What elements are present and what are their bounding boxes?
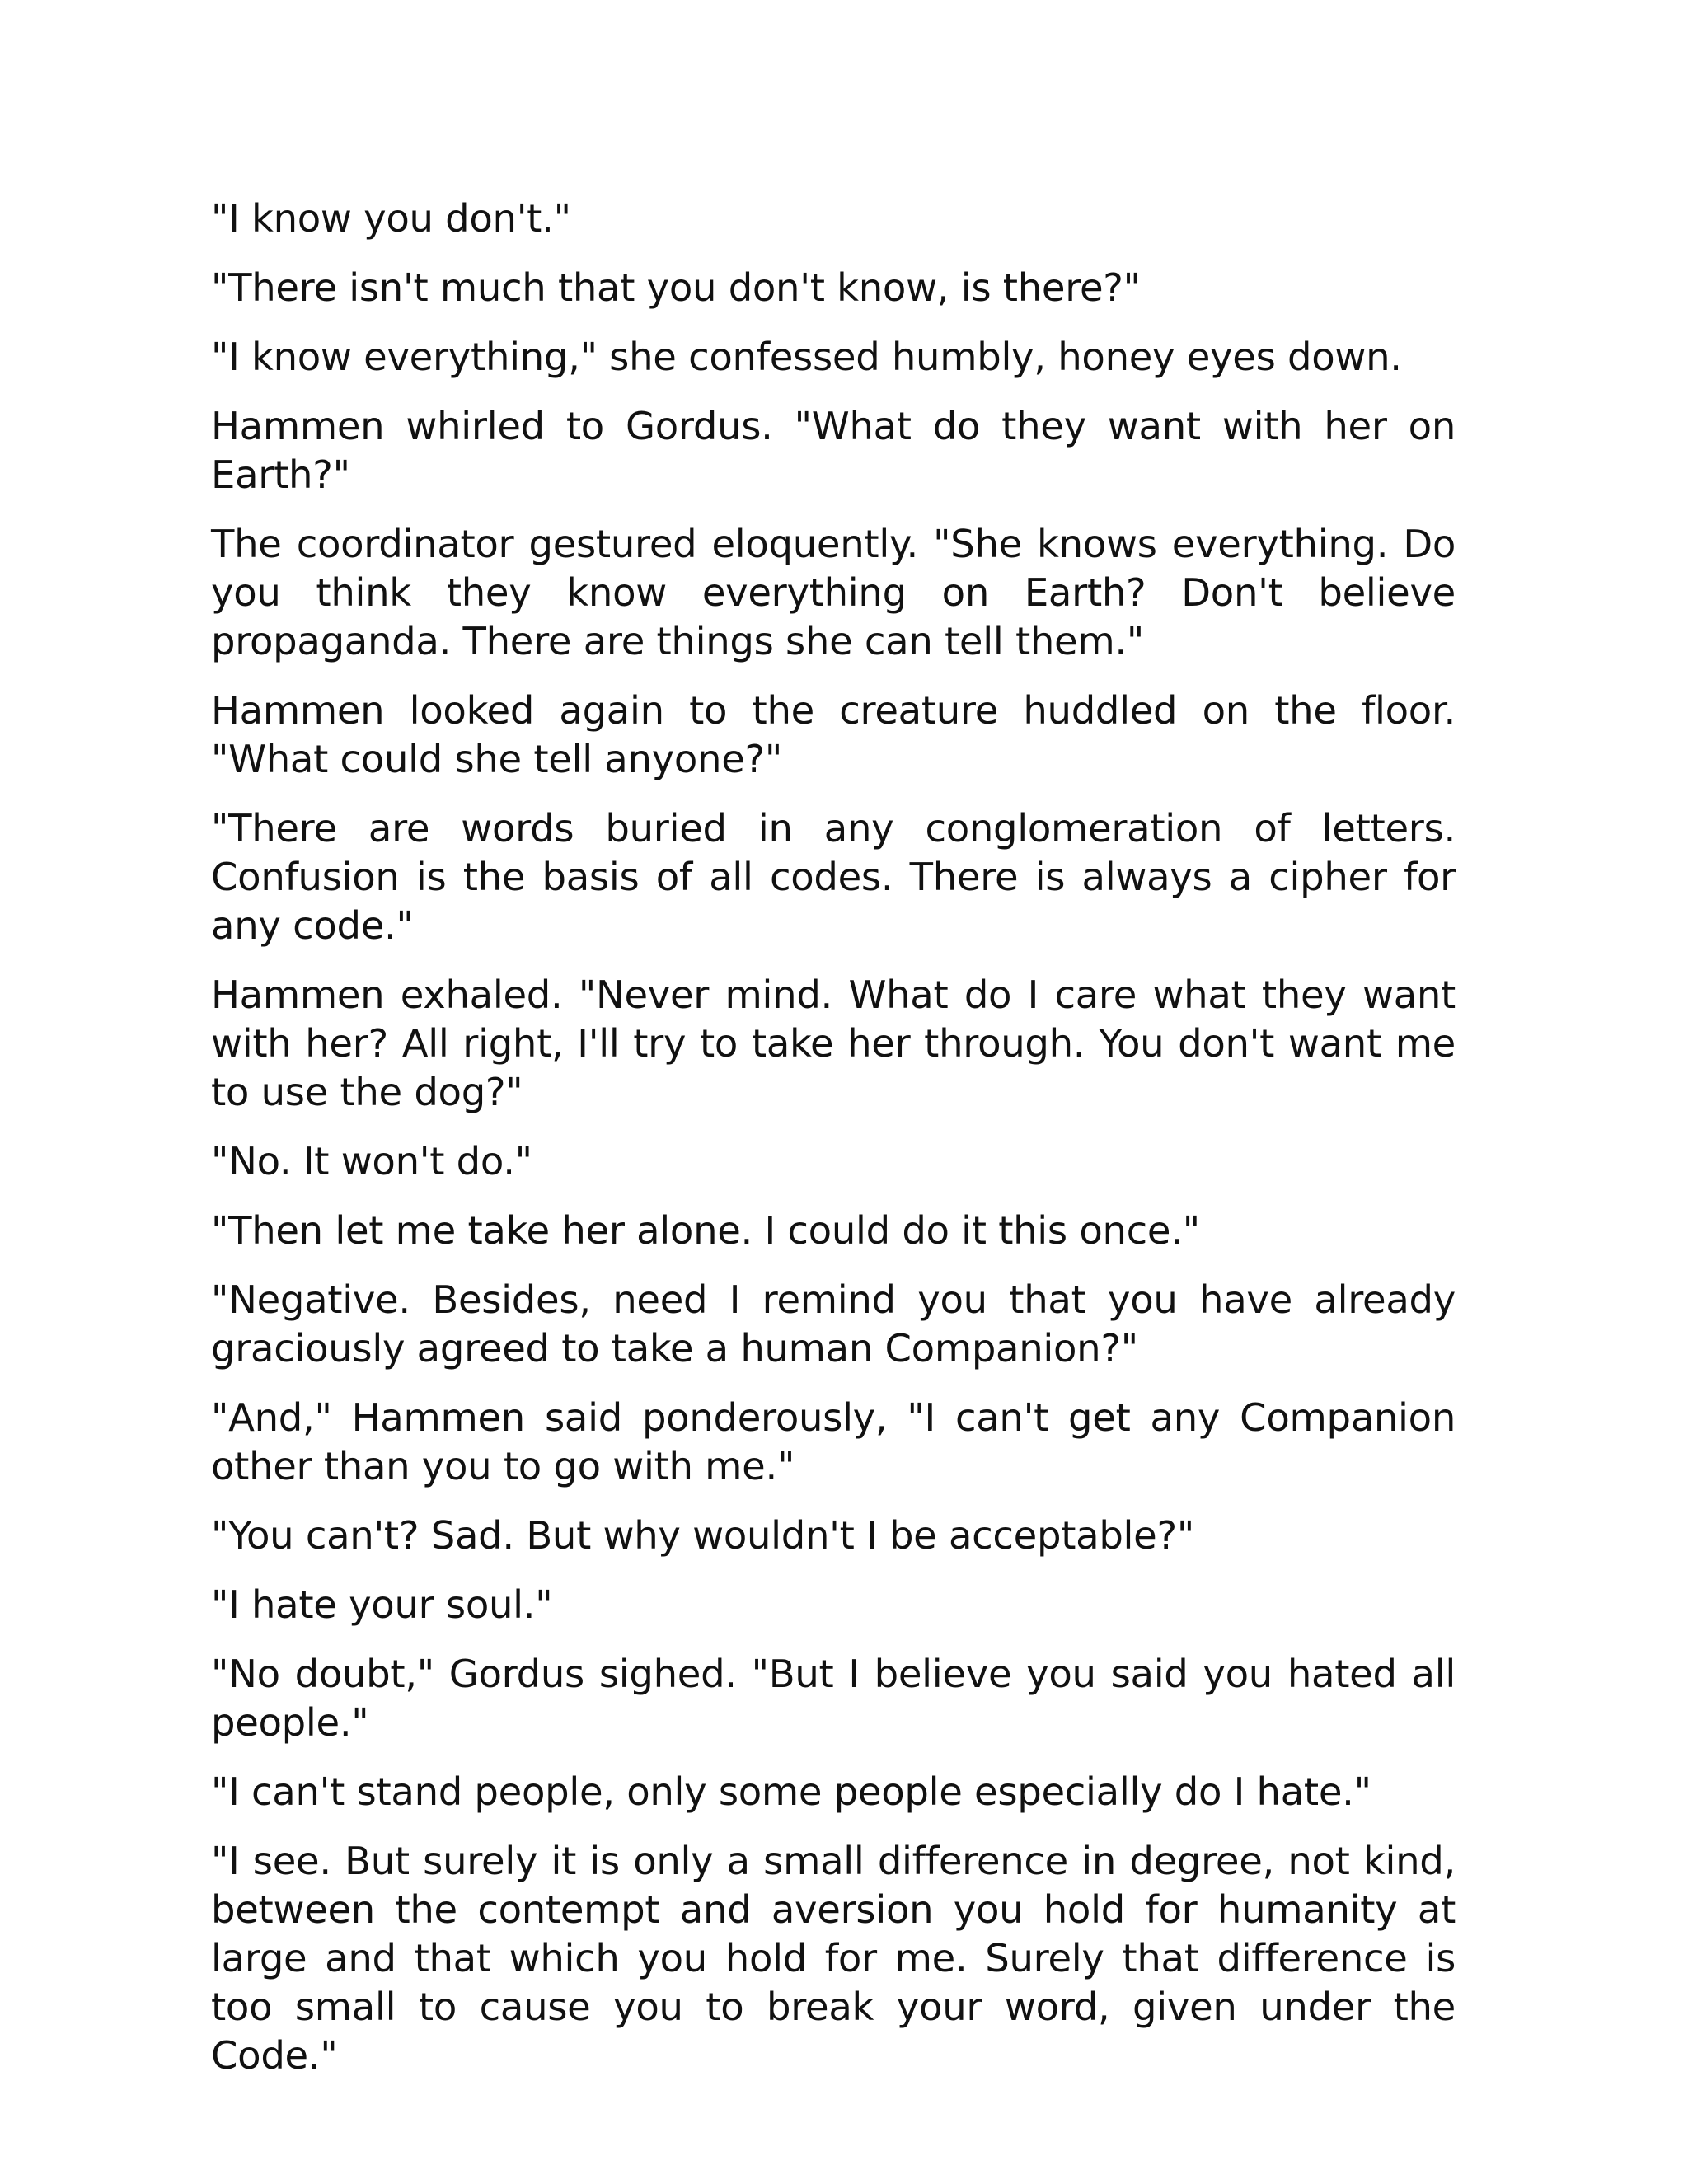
paragraph-16: "I can't stand people, only some people especially do I hate."	[211, 1769, 1372, 1814]
page-body	[211, 194, 1456, 2101]
paragraph-11: "Negative. Besides, need I remind you that you have already graciously agreed to take a human Companion?"	[211, 1277, 1456, 1371]
paragraph-17: "I see. But surely it is only a small difference in degree, not kind, between the contempt and aversion you hold for humanity at large and that which you hold for me. Surely that difference is too small to cause you to break your word, given under the Code."	[211, 1839, 1456, 2078]
paragraph-12: "And," Hammen said ponderously, "I can't get any Companion other than you to go with me."	[211, 1395, 1456, 1488]
paragraph-3: "I know everything," she confessed humbly, honey eyes down.	[211, 335, 1402, 379]
paragraph-7: "There are words buried in any conglomeration of letters. Confusion is the basis of all codes. There is always a cipher for any code."	[211, 806, 1456, 948]
paragraph-1: "I know you don't."	[211, 196, 571, 241]
paragraph-10: "Then let me take her alone. I could do it this once."	[211, 1208, 1200, 1253]
paragraph-8: Hammen exhaled. "Never mind. What do I care what they want with her? All right, I'll try to take her through. You don't want me to use the dog?"	[211, 972, 1456, 1114]
paragraph-4: Hammen whirled to Gordus. "What do they want with her on Earth?"	[211, 404, 1456, 497]
paragraph-13: "You can't? Sad. But why wouldn't I be acceptable?"	[211, 1513, 1194, 1558]
paragraph-5: The coordinator gestured eloquently. "She knows everything. Do you think they know everything on Earth? Don't believe propaganda. There are things she can tell them."	[211, 522, 1456, 663]
paragraph-6: Hammen looked again to the creature huddled on the floor. "What could she tell anyone?"	[211, 688, 1456, 781]
paragraph-14: "I hate your soul."	[211, 1582, 553, 1627]
paragraph-9: "No. It won't do."	[211, 1139, 532, 1183]
paragraph-15: "No doubt," Gordus sighed. "But I believe you said you hated all people."	[211, 1652, 1456, 1745]
paragraph-2: "There isn't much that you don't know, is there?"	[211, 265, 1141, 310]
